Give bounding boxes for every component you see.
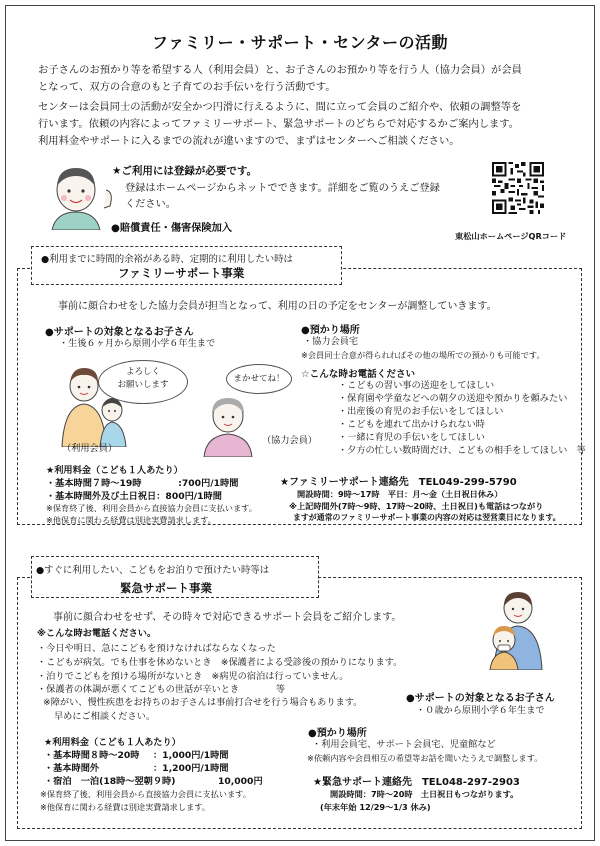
emergency-call-note: ※障がい、慢性疾患をお持ちのお子さんは事前打合せを行う場合もあります。: [43, 697, 363, 708]
emergency-call-item: ・今日や明日、急にこどもを預けなければならなくなった: [37, 643, 276, 654]
family-contact-heading: ★ファミリーサポート連絡先 TEL049-299-5790: [280, 477, 517, 488]
helper-illustration: [198, 392, 260, 457]
family-target-item: ・生後６ヶ月から原則小学６年生まで: [59, 338, 216, 349]
emergency-contact-heading: ★緊急サポート連絡先 TEL048-297-2903: [313, 777, 520, 788]
family-target-heading: ●サポートの対象となるお子さん: [45, 327, 194, 338]
emergency-fee-note: ※保育終了後、利用会員から直接協力会員に支払います。: [40, 789, 251, 799]
qr-caption: 東松山ホームページQRコード: [455, 231, 567, 241]
family-fee-note: ※保育終了後、利用会員から直接協力会員に支払います。: [46, 503, 257, 513]
emergency-contact-hours: 開設時間：7時～20時 土日祝日もつながります。: [330, 789, 519, 799]
emergency-tag-text: ●すぐに利用したい、こどもをお泊りで預けたい時等は: [36, 565, 270, 576]
family-call-item: ・夕方の忙しい数時間だけ、こどもの相手をしてほしい 等: [338, 445, 586, 456]
helper-speech-bubble: [226, 364, 292, 394]
intro-line: 利用料金やサポートに入るまでの流れが違いますので、まずはセンターへご相談ください。: [38, 135, 460, 147]
user-bubble-line: よろしく: [125, 367, 160, 377]
family-call-item: ・こどもの習い事の送迎をしてほしい: [338, 380, 495, 391]
user-member-label: （利用会員）: [62, 443, 118, 454]
emergency-place-heading: ●預かり場所: [308, 728, 367, 739]
registration-line: 登録はホームページからネットでできます。詳細をご覧のうえご登録: [125, 183, 440, 194]
family-contact-note: ますが通常のファミリーサポート事業の内容の対応は翌営業日になります。: [293, 513, 561, 522]
emergency-fee-note: ※他保育に関わる経費は別途実費請求します。: [40, 802, 210, 812]
insurance-text: ●賠償責任・傷害保険加入: [111, 223, 232, 234]
family-call-item: ・こどもを連れて出かけられない時: [338, 419, 485, 430]
emergency-call-item: ・保護者の体調が悪くてこどもの世話が辛いとき 等: [37, 684, 286, 695]
emergency-support-title: 緊急サポート事業: [120, 581, 212, 595]
intro-line: センターは会員同士の活動が安全かつ円滑に行えるように、間に立って会員のご紹介や、依頼の調整等を: [38, 101, 522, 113]
emergency-place-note: ※依頼内容や会員相互の希望等お話を聞いたうえで調整します。: [307, 753, 543, 763]
receptionist-illustration: [48, 160, 120, 230]
emergency-fee-label: ・基本時間外: [44, 763, 100, 774]
emergency-call-note: 早めにご相談ください。: [54, 711, 156, 722]
emergency-fee-heading: ★利用料金（こども１人あたり）: [44, 737, 181, 748]
family-call-item: ・一緒に育児の手伝いをしてほしい: [338, 432, 485, 443]
family-fee-weekday: ・基本時間７時～19時 :700円/1時間: [46, 478, 239, 489]
helper-bubble-text: まかせてね！: [233, 374, 285, 384]
emergency-call-heading: ※こんな時お電話ください。: [37, 628, 157, 639]
family-fee-note: ※他保育に関わる経費は別途実費請求します。: [46, 515, 216, 525]
emergency-fee-value: ：1,000円/1時間: [153, 750, 229, 761]
page-title: ファミリー・サポート・センターの活動: [151, 33, 449, 52]
family-place-heading: ●預かり場所: [301, 325, 360, 336]
family-place-item: ・協力会員宅: [303, 336, 359, 347]
family-fee-other: ・基本時間外及び土日祝日：800円/1時間: [46, 491, 222, 502]
intro-line: 行います。依頼の内容によってファミリーサポート、緊急サポートのどちらで対応するかご案内します。: [38, 118, 520, 130]
emergency-fee-label: ・宿泊 一泊(18時～翌朝９時): [44, 776, 176, 787]
emergency-place-item: ・利用会員宅、サポート会員宅、児童館など: [312, 739, 496, 750]
qr-code-icon[interactable]: [492, 162, 544, 214]
emergency-description: 事前に顔合わせをせず、その時々で対応できるサポート会員をご紹介します。: [53, 612, 402, 623]
family-tag-text: ●利用までに時間的余裕がある時、定期的に利用したい時は: [41, 254, 293, 265]
registration-heading: ★ご利用には登録が必要です。: [112, 165, 258, 177]
user-speech-bubble: [98, 360, 188, 404]
emergency-fee-value: 10,000円: [218, 776, 263, 787]
emergency-target-heading: ●サポートの対象となるお子さん: [406, 693, 555, 704]
emergency-call-item: ・泊りでこどもを預ける場所がないとき ※病児の宿泊は行っていません。: [37, 671, 349, 682]
family-call-heading: ☆こんな時お電話ください: [301, 369, 416, 380]
family-contact-hours: 開設時間：9時～17時 平日：月～金（土日祝日休み）: [297, 489, 503, 499]
family-fee-heading: ★利用料金（こども１人あたり）: [46, 465, 183, 476]
emergency-fee-value: ：1,200円/1時間: [153, 763, 229, 774]
intro-line: お子さんのお預かり等を希望する人（利用会員）と、お子さんのお預かり等を行う人（協力会員）が会員: [38, 64, 522, 76]
family-call-item: ・保育園や学童などへの朝夕の送迎や預かりを頼みたい: [338, 393, 568, 404]
intro-line: となって、双方の合意のもと子育てのお手伝いを行う活動です。: [38, 81, 336, 93]
family-contact-note: ※上記時間外(7時～9時、17時～20時、土日祝日)も電話はつながり: [289, 501, 544, 511]
family-place-note: ※会員同士合意が得られればその他の場所での預かりも可能です。: [301, 350, 545, 360]
helper-member-label: （協力会員）: [262, 435, 318, 446]
emergency-target-item: ・０歳から原則小学６年生まで: [416, 705, 545, 716]
nurse-child-illustration: [474, 588, 556, 670]
user-bubble-line: お願いします: [117, 380, 169, 390]
registration-line: ください。: [125, 199, 176, 210]
emergency-fee-label: ・基本時間８時～20時: [44, 750, 140, 761]
family-description: 事前に顔合わせをした協力会員が担当となって、利用の日の予定をセンターが調整していきます。: [58, 301, 497, 312]
family-call-item: ・出産後の育児のお手伝いをしてほしい: [338, 406, 504, 417]
emergency-call-item: ・こどもが病気。でも仕事を休めないとき ※保護者による受診後の預かりになります。: [37, 657, 403, 668]
emergency-contact-note: (年末年始 12/29～1/3 休み): [320, 802, 431, 812]
family-support-title: ファミリーサポート事業: [118, 266, 245, 280]
